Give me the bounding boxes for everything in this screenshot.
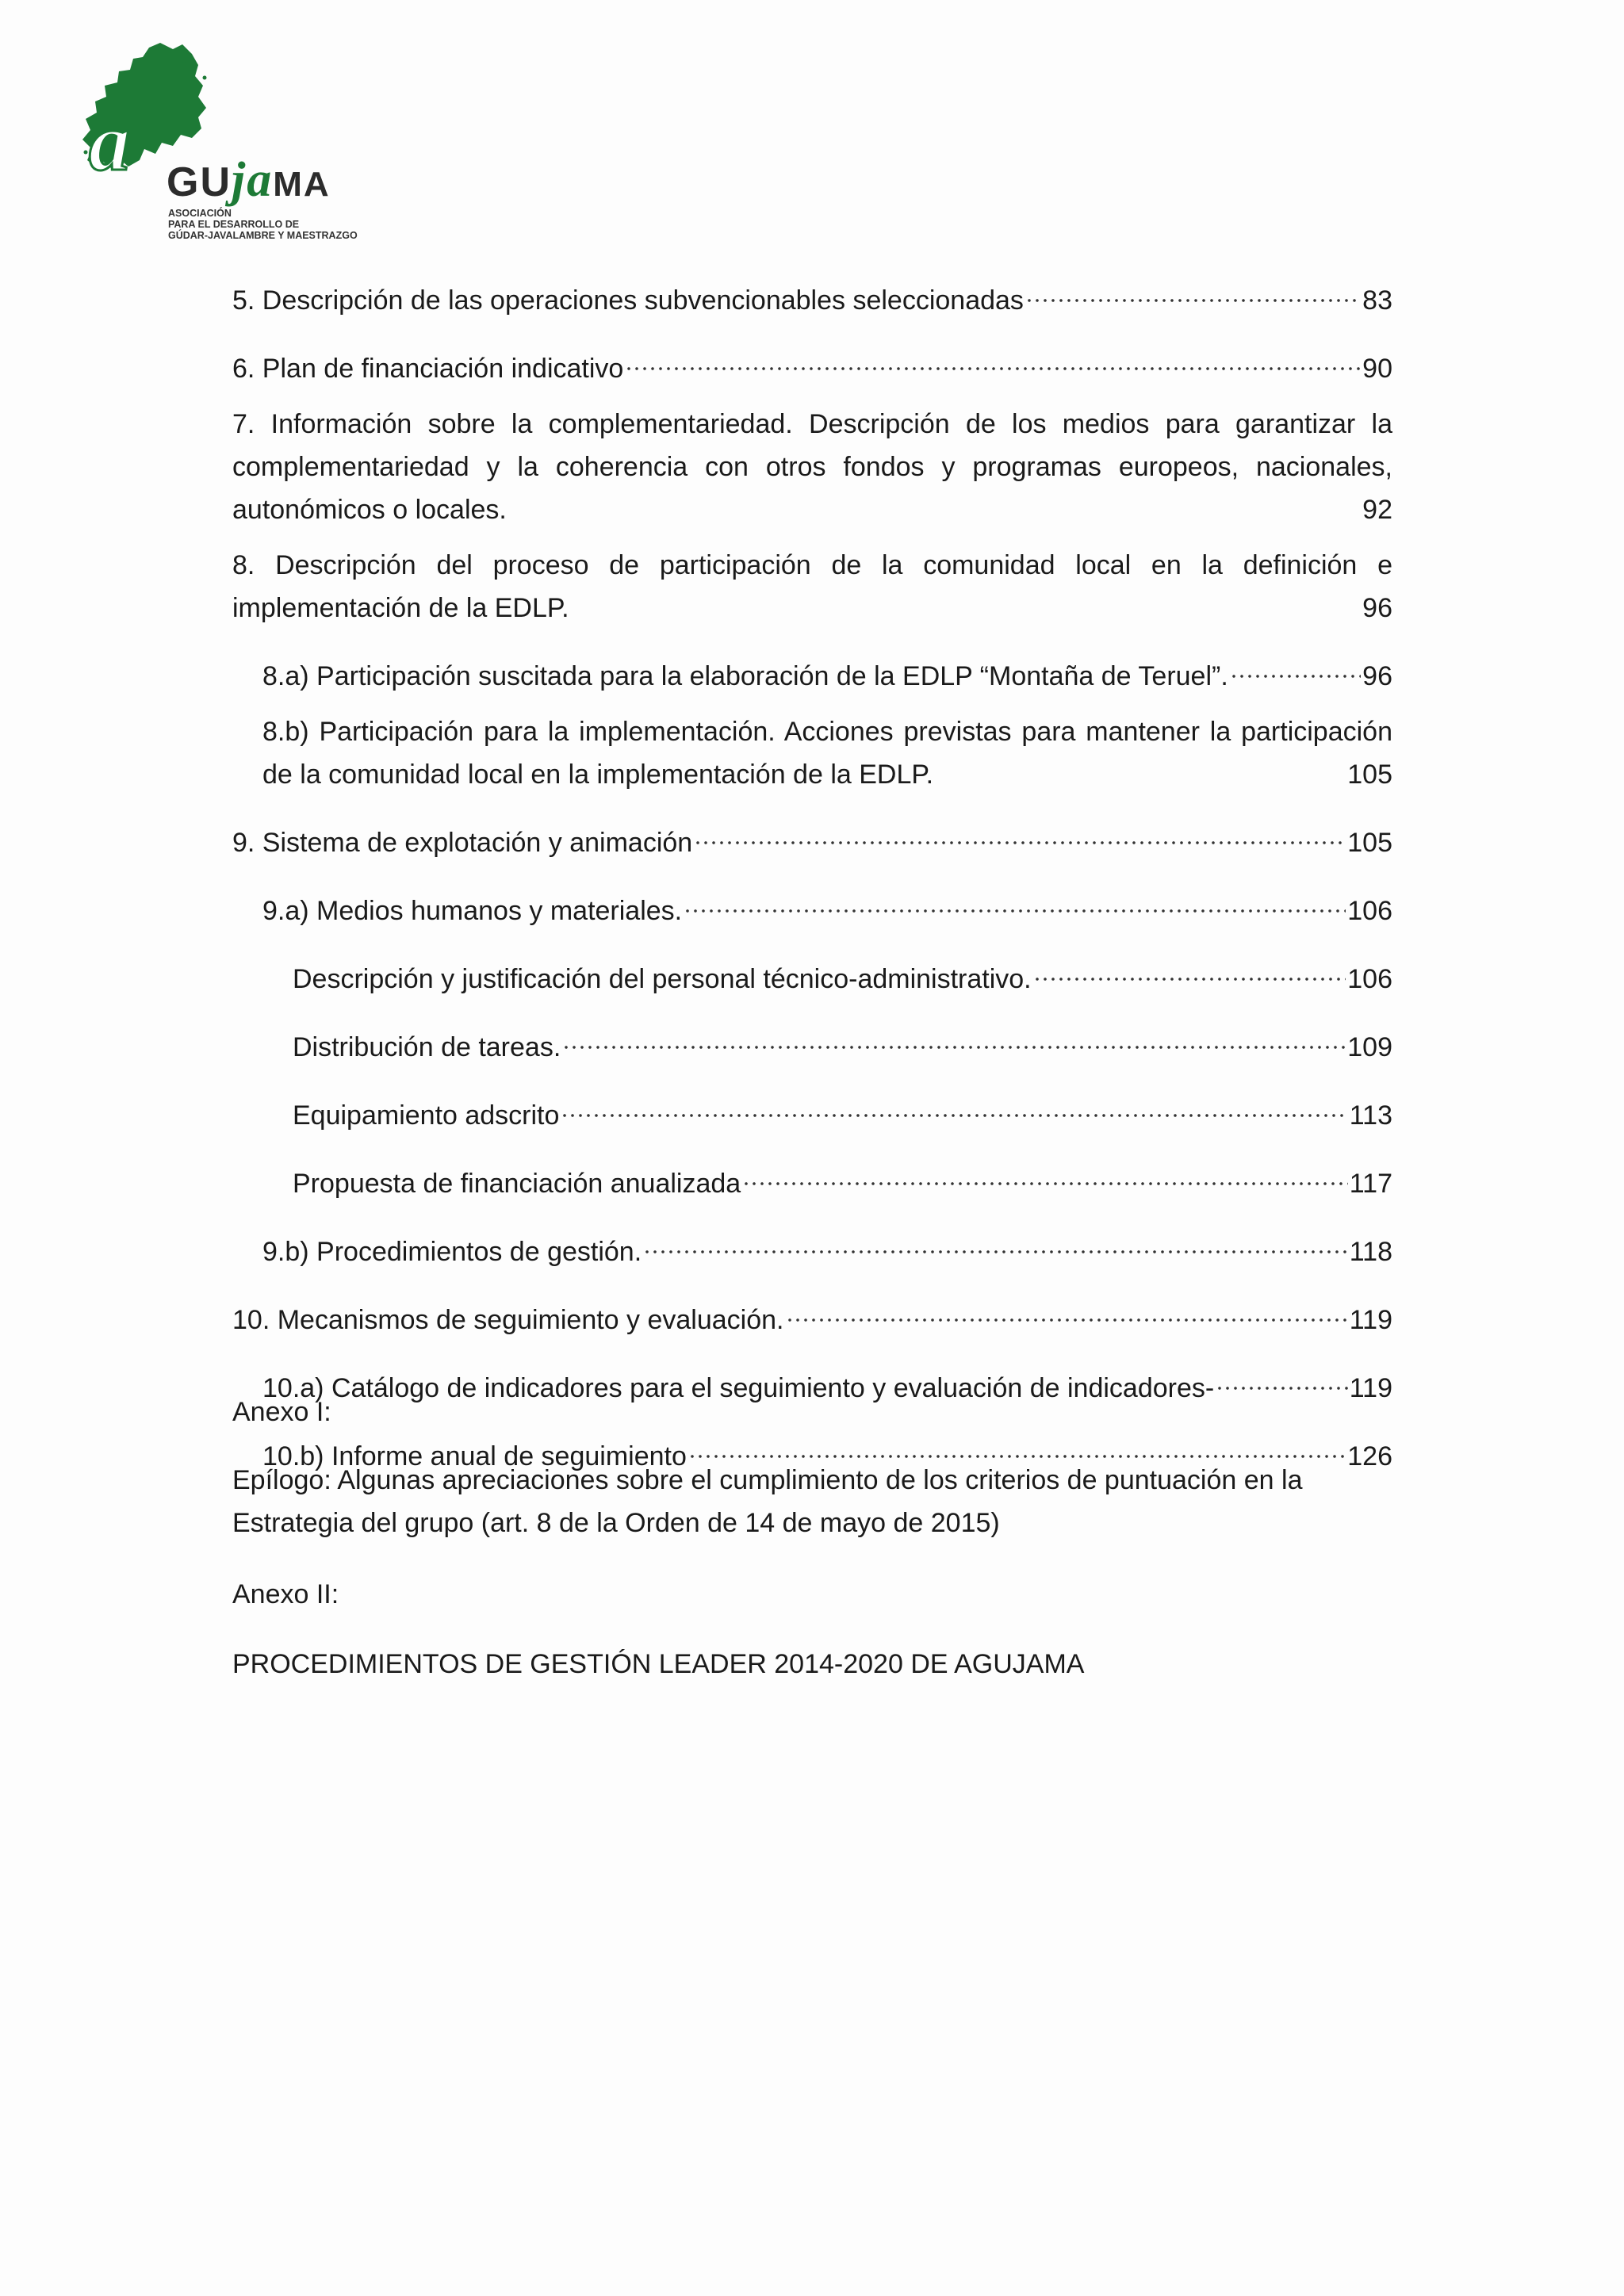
toc-entry-title: 6. Plan de financiación indicativo [232,354,624,384]
logo-subtitle-line: PARA EL DESARROLLO DE [168,219,300,230]
toc-page-number: 96 [1362,661,1392,691]
toc-dot-leader [694,809,1346,851]
toc-dot-leader [1025,266,1361,309]
toc-entry-title: 5. Descripción de las operaciones subvencionables seleccionadas [232,285,1024,316]
toc-page-number: 113 [1349,1100,1392,1131]
toc-page-number: 92 [1362,495,1392,525]
toc-entry-title: Propuesta de financiación anualizada [293,1169,741,1199]
toc-dot-leader [562,1013,1346,1056]
toc-dot-leader [1033,945,1346,988]
toc-entry[interactable] [232,266,1392,322]
toc-page-number: 83 [1362,285,1392,316]
toc-entry[interactable] [293,1013,1392,1069]
toc-entry[interactable] [262,710,1392,796]
toc-entry[interactable] [262,642,1392,698]
toc-entry-title: 10.b) Informe anual de seguimiento [262,1441,687,1471]
toc-entry-title: 8. Descripción del proceso de participación de la comunidad local en la definición e implementación de la EDLP. [232,550,1392,623]
toc-entry[interactable] [262,877,1392,932]
toc-entry[interactable] [232,544,1392,629]
toc-page-number: 105 [1347,828,1392,858]
agujama-logo [79,41,365,241]
toc-entry[interactable] [232,403,1392,531]
logo-subtitle-line: ASOCIACIÓN [168,208,232,219]
table-of-contents [232,266,1392,1490]
toc-page-number: 90 [1362,354,1392,384]
logo-word-ja: ja [232,153,274,207]
toc-entry[interactable] [293,945,1392,1001]
toc-entry[interactable] [293,1150,1392,1205]
toc-page-number: 118 [1349,1237,1392,1267]
annex-1-title: Anexo I: [232,1397,331,1427]
toc-dot-leader [1230,642,1361,685]
toc-entry-title: 8.b) Participación para la implementación. Acciones previstas para mantener la participación de la comunidad local en la implementación de la EDLP. [262,717,1392,790]
epilogue-text: Epílogo: Algunas apreciaciones sobre el cumplimiento de los criterios de puntuación en la Estrategia del grupo (art. 8 de la Orden de 14 de mayo de 2015) [232,1465,1303,1538]
logo-word-ma: MA [273,165,331,204]
logo-word-gu: GU [167,159,232,205]
toc-page-number: 105 [1347,760,1392,790]
toc-entry[interactable] [262,1218,1392,1273]
logo-wordmark [167,152,331,209]
toc-entry[interactable] [293,1081,1392,1137]
logo-letter-a: a [89,103,130,188]
toc-entry-title: 8.a) Participación suscitada para la elaboración de la EDLP “Montaña de Teruel”. [262,661,1228,691]
toc-page-number: 96 [1362,593,1392,623]
toc-page-number: 117 [1349,1169,1392,1199]
toc-entry-title: Equipamiento adscrito [293,1100,560,1131]
toc-entry-title: 9. Sistema de explotación y animación [232,828,693,858]
toc-entry-title: Distribución de tareas. [293,1032,561,1062]
toc-dot-leader [786,1286,1348,1329]
toc-entry-title: 9.a) Medios humanos y materiales. [262,896,683,926]
toc-page-number: 126 [1347,1441,1392,1471]
letter-a-mark [82,103,170,190]
procedures-title: PROCEDIMIENTOS DE GESTIÓN LEADER 2014-2020 DE AGUJAMA [232,1649,1085,1679]
toc-entry[interactable] [232,335,1392,390]
toc-page-number: 106 [1347,896,1392,926]
toc-page-number: 119 [1349,1305,1392,1335]
toc-entry-title: 7. Información sobre la complementariedad. Descripción de los medios para garantizar la complementariedad y la coherencia con otros fondos y programas europeos, nacionales, autonómicos o locales. [232,409,1392,525]
toc-entry-title: 10. Mecanismos de seguimiento y evaluación. [232,1305,784,1335]
toc-dot-leader [742,1150,1348,1192]
toc-entry-title: 9.b) Procedimientos de gestión. [262,1237,642,1267]
toc-page-number: 106 [1347,964,1392,994]
toc-dot-leader [561,1081,1347,1124]
toc-dot-leader [684,877,1346,920]
annex-2-title: Anexo II: [232,1579,339,1609]
toc-dot-leader [643,1218,1348,1261]
toc-entry-title: Descripción y justificación del personal técnico-administrativo. [293,964,1032,994]
logo-subtitle-line: GÚDAR-JAVALAMBRE Y MAESTRAZGO [168,230,358,241]
logo-subtitle [168,208,358,241]
toc-entry[interactable] [232,1286,1392,1341]
toc-page-number: 109 [1347,1032,1392,1062]
toc-entry-title: 10.a) Catálogo de indicadores para el seguimiento y evaluación de indicadores- [262,1373,1215,1403]
toc-dot-leader [625,335,1361,377]
toc-entry[interactable] [232,809,1392,864]
toc-page-number: 119 [1349,1373,1392,1403]
